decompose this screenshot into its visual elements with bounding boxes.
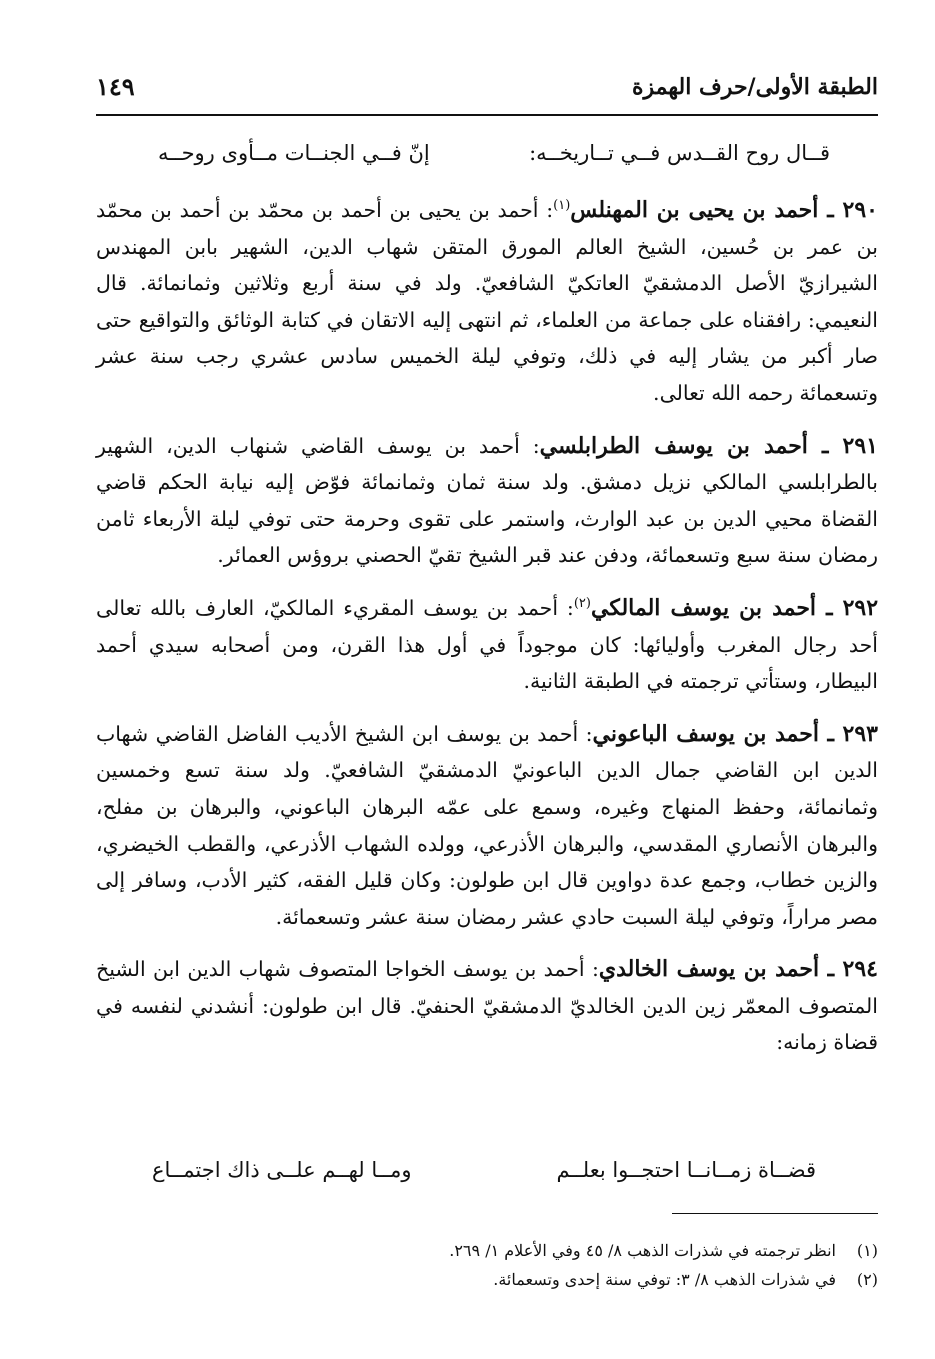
entry-body: : أحمد بن يوسف الخواجا المتصوف شهاب الدين ابن الشيخ المتصوف المعمّر زين الدين الخالديّ الدمشقيّ الحنفيّ. قال ابن طولون: أنشدني لنفسه في قضاة زمانه: xyxy=(96,957,878,1055)
header-rule xyxy=(96,114,878,116)
entry-body: : أحمد بن يوسف ابن الشيخ الأديب الفاضل القاضي شهاب الدين ابن القاضي جمال الدين الباعونيّ الدمشقيّ الشافعيّ. ولد سنة تسع وخمسين وثمانمائة، وحفظ المنهاج وغيره، وسمع على عمّه البرهان الباعوني، والبرهان بن مفلح، والبرهان الأنصاري المقدسي، والبرهان الأذرعي، وولده الشهاب الأذرعي، والقطب الخيضري، والزين خطاب، وجمع عدة دواوين قال ابن طولون: وكان قليل الفقه، كثير الأدب، وسافر إلى مصر مراراً، وتوفي ليلة السبت حادي عشر رمضان سنة عشر وتسعمائة. xyxy=(96,721,878,929)
verse-top-second-hemistich: إنّ فــي الجنــات مــأوى روحــه xyxy=(158,141,430,165)
entry-body: : أحمد بن يوسف القاضي شنهاب الدين، الشهير بالطرابلسي المالكي نزيل دمشق. ولد سنة ثمان وثمانمائة فوّض إليه نيابة الحكم قاضي القضاة محيي الدين بن عبد الوارث، واستمر على تقوى وحرمة حتى توفي ليلة الأربعاء ثامن رمضان سنة سبع وتسعمائة، ودفن عند قبر الشيخ تقيّ الحصني بروؤس العمائر. xyxy=(96,433,878,568)
entry-body: : أحمد بن يوسف المقريء المالكيّ، العارف بالله تعالى أحد رجال المغرب وأوليائها: كان موجوداً في أول هذا القرن، ومن أصحابه سيدي أحمد البيطار، وستأتي ترجمته في الطبقة الثانية. xyxy=(96,595,878,694)
main-text xyxy=(96,192,878,1061)
entry-body: : أحمد بن يحيى بن أحمد بن محمّد بن أحمد بن محمّد بن عمر بن حُسين، الشيخ العالم المورق المتقن شهاب الدين، الشهير بابن المهندس الشيرازيّ الأصل الدمشقيّ العاتكيّ الشافعيّ. ولد في سنة أربع وثلاثين وثمانمائة. قال النعيمي: رافقناه على جماعة من العلماء، ثم انتهى إليه الاتقان في كتابة الوثائق والتواقيع حتى صار أكبر من يشار إليه في ذلك، وتوفي ليلة الخميس سادس عشري رجب سنة عشر وتسعمائة رحمه الله تعالى. xyxy=(96,198,878,405)
entry-heading: ٢٩٣ ـ أحمد بن يوسف الباعوني xyxy=(592,720,878,747)
footnote-text: انظر ترجمته في شذرات الذهب ٨/ ٤٥ وفي الأعلام ١/ ٢٦٩. xyxy=(449,1241,836,1260)
verse-bottom-second-hemistich: ومــا لهــم علــى ذاك اجتمــاع xyxy=(152,1158,412,1182)
verse-bottom xyxy=(152,1158,816,1182)
footnote-ref: (١) xyxy=(553,198,571,214)
entry-292 xyxy=(96,590,878,700)
entry-290 xyxy=(96,192,878,412)
footnote-text: في شذرات الذهب ٨/ ٣: توفي سنة إحدى وتسعمائة. xyxy=(493,1270,836,1289)
verse-bottom-first-hemistich: قضــاة زمــانــا احتجــوا بعلــم xyxy=(556,1158,816,1182)
entry-291 xyxy=(96,428,878,574)
entry-293 xyxy=(96,716,878,936)
footnote-number: (٢) xyxy=(856,1270,878,1289)
page-header xyxy=(96,70,878,118)
entry-heading: ٢٩٠ ـ أحمد بن يحيى بن المهنلس xyxy=(570,197,878,223)
footnote-ref: (٢) xyxy=(573,596,591,612)
entry-heading: ٢٩٤ ـ أحمد بن يوسف الخالدي xyxy=(598,956,878,983)
footnote-rule xyxy=(672,1213,878,1214)
footnote-2 xyxy=(449,1265,878,1294)
verse-top-first-hemistich: قــال روح القــدس فــي تــاريخــه: xyxy=(529,141,830,165)
footnote-1 xyxy=(449,1236,878,1265)
entry-heading: ٢٩١ ـ أحمد بن يوسف الطرابلسي xyxy=(539,432,878,459)
footnote-number: (١) xyxy=(856,1241,878,1260)
running-head: الطبقة الأولى/حرف الهمزة xyxy=(632,74,878,100)
page-number: ١٤٩ xyxy=(96,72,135,101)
entry-heading: ٢٩٢ ـ أحمد بن يوسف المالكي xyxy=(590,594,879,621)
entry-294 xyxy=(96,951,878,1061)
footnotes xyxy=(449,1236,878,1294)
verse-top xyxy=(158,141,830,165)
